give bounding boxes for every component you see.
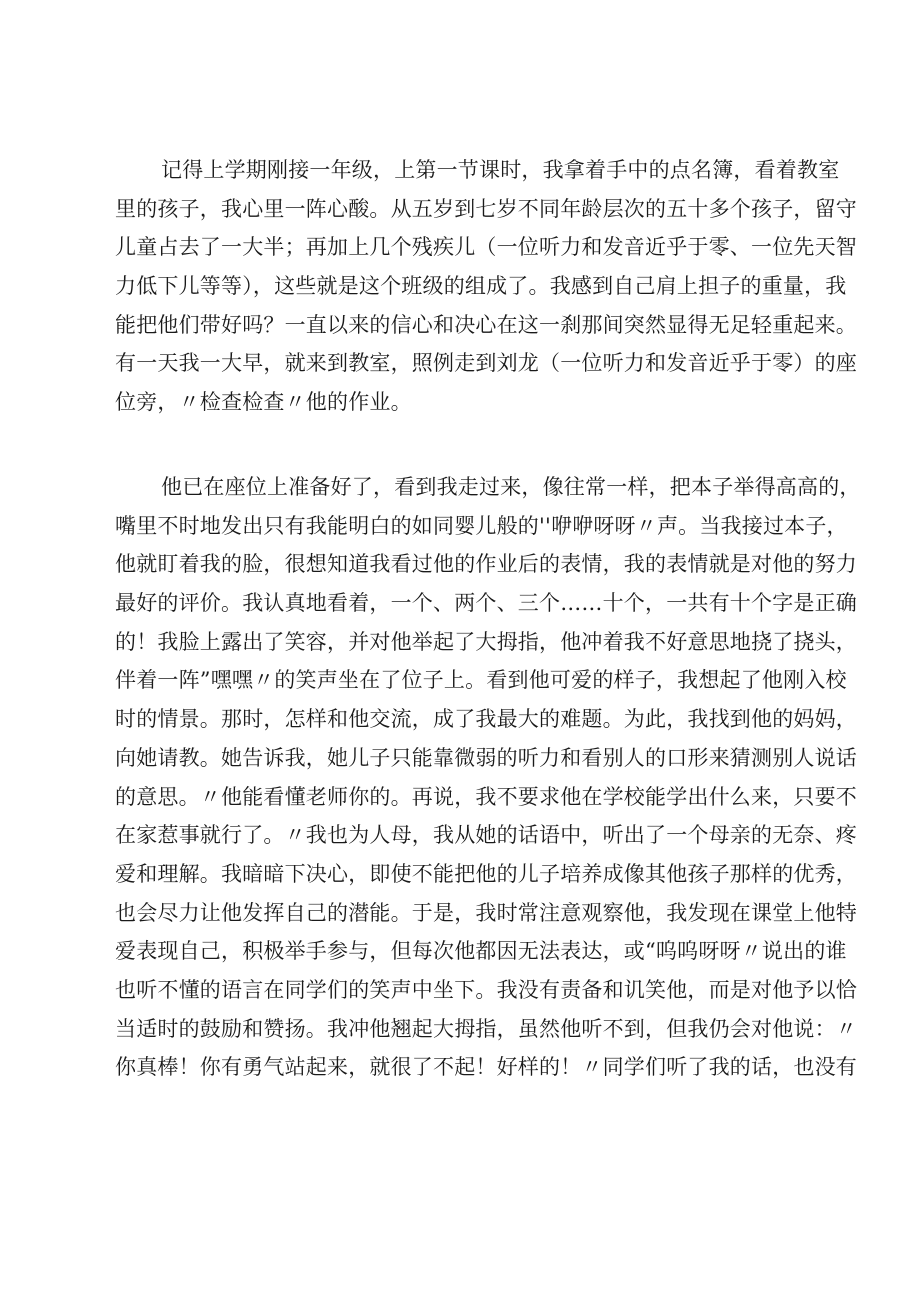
paragraph-line: 在家惹事就行了。〃我也为人母，我从她的话语中，听出了一个母亲的无奈、疼: [115, 823, 857, 848]
paragraph-line: 他已在座位上准备好了，看到我走过来，像往常一样，把本子举得高高的，: [161, 475, 861, 499]
paragraph-line: 你真棒！你有勇气站起来，就很了不起！好样的！〃同学们听了我的话，也没有: [115, 1055, 857, 1080]
paragraph-line: 最好的评价。我认真地看着，一个、两个、三个……十个，一共有十个字是正确: [115, 591, 857, 616]
paragraph-line: 的！我脸上露出了笑容，并对他举起了大拇指，他冲着我不好意思地挠了挠头，: [115, 629, 857, 654]
paragraph-line: 能把他们带好吗？一直以来的信心和决心在这一刹那间突然显得无足轻重起来。: [115, 312, 857, 337]
paragraph-line: 当适时的鼓励和赞扬。我冲他翘起大拇指，虽然他听不到，但我仍会对他说：〃: [115, 1016, 857, 1041]
paragraph-line: 记得上学期刚接一年级，上第一节课时，我拿着手中的点名簿，看着教室: [161, 158, 840, 182]
paragraph-line: 嘴里不时地发出只有我能明白的如同婴儿般的''咿咿呀呀〃声。当我接过本子，: [115, 513, 848, 538]
paragraph-line: 也会尽力让他发挥自己的潜能。于是，我时常注意观察他，我发现在课堂上他特: [115, 900, 857, 925]
paragraph-line: 位旁，〃检查检查〃他的作业。: [115, 390, 412, 415]
paragraph-line: 的意思。〃他能看懂老师你的。再说，我不要求他在学校能学出什么来，只要不: [115, 784, 857, 809]
paragraph-line: 儿童占去了一大半；再加上几个残疾儿（一位听力和发音近乎于零、一位先天智: [115, 235, 857, 260]
paragraph-1: [115, 151, 857, 422]
paragraph-2: [115, 468, 861, 1087]
paragraph-line: 也听不懂的语言在同学们的笑声中坐下。我没有责备和讥笑他，而是对他予以恰: [115, 977, 857, 1002]
paragraph-line: 他就盯着我的脸，很想知道我看过他的作业后的表情，我的表情就是对他的努力: [115, 552, 857, 577]
paragraph-line: 伴着一阵”嘿嘿〃的笑声坐在了位子上。看到他可爱的样子，我想起了他刚入校: [115, 668, 847, 693]
paragraph-line: 里的孩子，我心里一阵心酸。从五岁到七岁不同年龄层次的五十多个孩子，留守: [115, 196, 857, 221]
paragraph-line: 爱和理解。我暗暗下决心，即使不能把他的儿子培养成像其他孩子那样的优秀，: [115, 861, 857, 886]
paragraph-line: 时的情景。那时，怎样和他交流，成了我最大的难题。为此，我找到他的妈妈，: [115, 707, 857, 732]
paragraph-line: 有一天我一大早，就来到教室，照例走到刘龙（一位听力和发音近乎于零）的座: [115, 351, 857, 376]
paragraph-line: 爱表现自己，积极举手参与，但每次他都因无法表达，或“呜呜呀呀〃说出的谁: [115, 939, 847, 964]
paragraph-line: 力低下儿等等），这些就是这个班级的组成了。我感到自己肩上担子的重量，我: [115, 274, 847, 299]
paragraph-line: 向她请教。她告诉我，她儿子只能靠微弱的听力和看别人的口形来猜测别人说话: [115, 745, 857, 770]
